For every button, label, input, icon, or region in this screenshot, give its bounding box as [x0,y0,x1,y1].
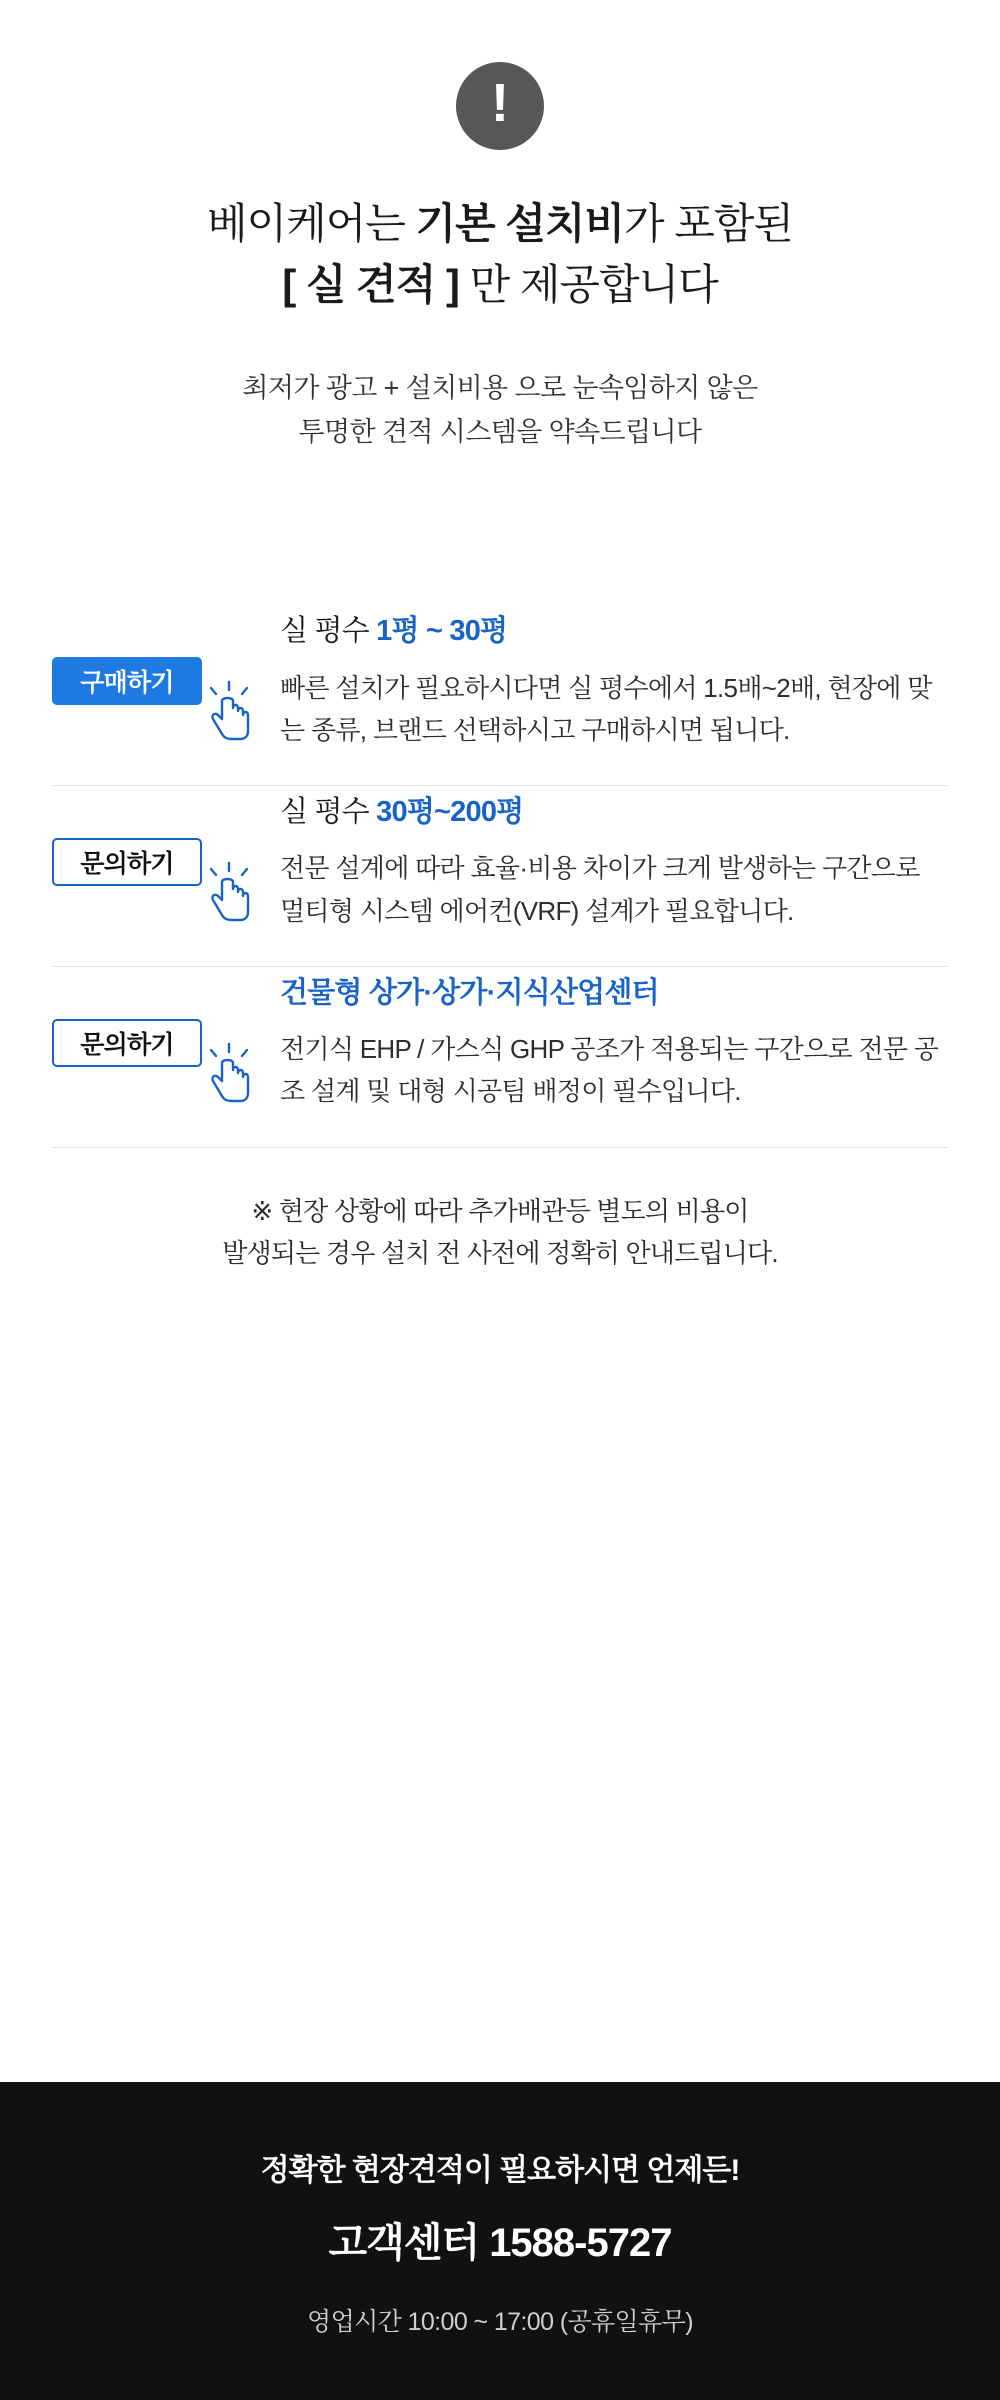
hand-cursor-icon [202,1041,258,1103]
headline-bracket: [ 실 견적 ] [282,260,459,308]
contact-footer [0,2082,1000,2400]
hand-cursor-icon [202,679,258,741]
inquiry-button-3[interactable]: 문의하기 [52,1019,202,1067]
option-title-prefix-2: 실 평수 [280,795,377,828]
headline-line-2 [0,255,1000,316]
option-list [0,605,1000,1148]
subheadline [0,366,1000,455]
option-title-1 [280,613,948,651]
option-title-accent-2: 30평~200평 [376,795,524,828]
page-title [0,194,1000,316]
headline-prefix: 베이케어는 [206,200,416,247]
purchase-button[interactable]: 구매하기 [52,657,202,705]
subheadline-line-2: 투명한 견적 시스템을 약속드립니다 [298,417,702,448]
exclamation-icon [456,62,544,150]
option-text-2 [262,794,948,932]
footnote [0,1190,1000,1274]
list-item [52,786,948,966]
list-item [52,605,948,785]
option-text-3 [262,975,948,1113]
cta-column-2 [52,794,262,886]
inquiry-button-2[interactable]: 문의하기 [52,838,202,886]
subheadline-line-1: 최저가 광고 + 설치비용 으로 눈속임하지 않은 [242,372,758,403]
cta-column-1 [52,613,262,705]
headline-suffix: 가 포함된 [624,200,794,247]
footer-hours: 영업시간 10:00 ~ 17:00 (공휴일휴무) [307,2307,693,2336]
option-title-2 [280,794,948,832]
top-icon-area [0,0,1000,150]
footer-lead-text: 정확한 현장견적이 필요하시면 언제든! [260,2153,740,2187]
option-text-1 [262,613,948,751]
option-desc-2: 전문 설계에 따라 효율·비용 차이가 크게 발생하는 구간으로 멀티형 시스템 에어컨(VRF) 설계가 필요합니다. [280,853,920,926]
headline-line-1 [0,194,1000,255]
exclamation-glyph: ! [491,73,509,133]
divider [52,1147,948,1148]
option-title-accent-1: 1평 ~ 30평 [376,614,508,647]
footer-phone[interactable]: 고객센터 1588-5727 [328,2220,672,2265]
option-desc-1: 빠른 설치가 필요하시다면 실 평수에서 1.5배~2배, 현장에 맞는 종류, 브랜드 선택하시고 구매하시면 됩니다. [280,672,932,745]
footnote-line-2: 발생되는 경우 설치 전 사전에 정확히 안내드립니다. [222,1237,778,1268]
option-title-prefix-1: 실 평수 [280,614,377,647]
footnote-line-1: ※ 현장 상황에 따라 추가배관등 별도의 비용이 [251,1195,749,1226]
headline-line2-suffix: 만 제공합니다 [458,260,718,308]
option-title-3: 건물형 상가·상가·지식산업센터 [280,976,659,1009]
headline-bold: 기본 설치비 [415,200,625,247]
cta-column-3 [52,975,262,1067]
hand-cursor-icon [202,860,258,922]
option-desc-3: 전기식 EHP / 가스식 GHP 공조가 적용되는 구간으로 전문 공조 설계 및 대형 시공팀 배정이 필수입니다. [280,1034,939,1107]
list-item [52,967,948,1147]
